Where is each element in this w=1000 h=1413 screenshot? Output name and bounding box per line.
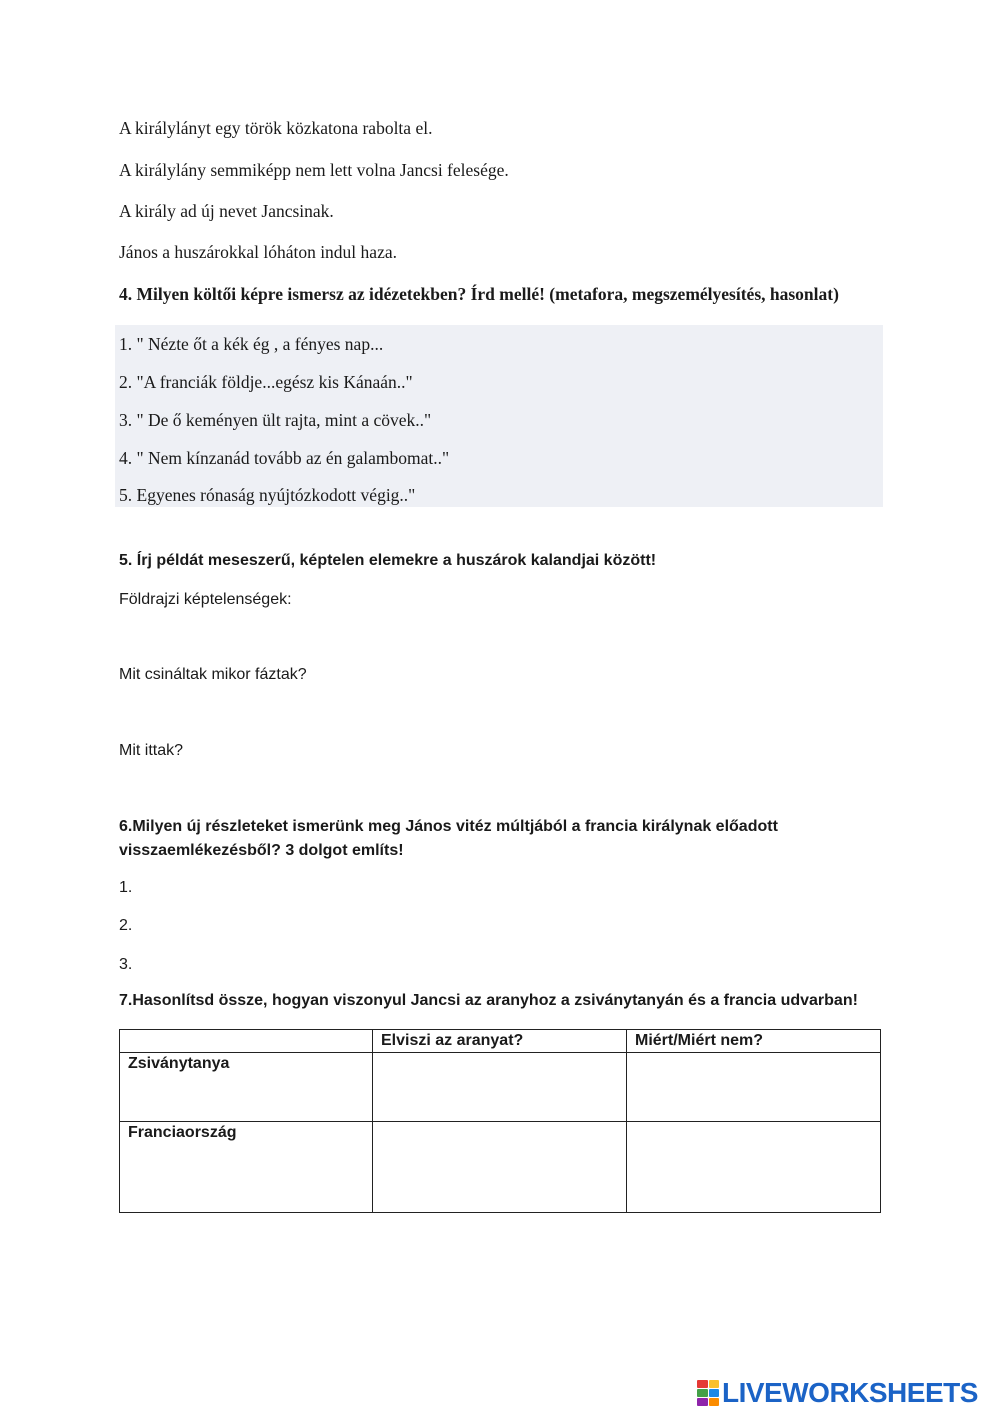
row-label-cell: Zsiványtanya bbox=[120, 1053, 373, 1122]
liveworksheets-logo-icon bbox=[697, 1380, 719, 1406]
answer-cell[interactable] bbox=[373, 1122, 627, 1213]
quote-item: 4. " Nem kínzanád tovább az én galambomat.." bbox=[119, 448, 450, 468]
logo-tile bbox=[697, 1398, 708, 1406]
statement: A királylány semmiképp nem lett volna Jancsi felesége. bbox=[119, 160, 509, 180]
quote-item: 1. " Nézte őt a kék ég , a fényes nap... bbox=[119, 334, 384, 354]
row-label-cell: Franciaország bbox=[120, 1122, 373, 1213]
question-5-title: 5. Írj példát meseszerű, képtelen elemekre a huszárok kalandjai között! bbox=[119, 552, 657, 569]
answer-number: 2. bbox=[119, 917, 133, 934]
table-header-cell: Miért/Miért nem? bbox=[627, 1030, 881, 1053]
prompt-drink: Mit ittak? bbox=[119, 742, 184, 759]
question-7-title: 7.Hasonlítsd össze, hogyan viszonyul Jancsi az aranyhoz a zsiványtanyán és a francia udvarban! bbox=[119, 992, 858, 1009]
answer-number: 3. bbox=[119, 956, 133, 973]
logo-tile bbox=[709, 1398, 720, 1406]
brand-text: LIVEWORKSHEETS bbox=[722, 1377, 978, 1408]
answer-cell[interactable] bbox=[627, 1053, 881, 1122]
quote-item: 2. "A franciák földje...egész kis Kánaán.." bbox=[119, 372, 413, 392]
logo-tile bbox=[697, 1380, 708, 1388]
answer-cell[interactable] bbox=[627, 1122, 881, 1213]
table-header-cell: Elviszi az aranyat? bbox=[373, 1030, 627, 1053]
question-4-title: 4. Milyen költői képre ismersz az idézetekben? Írd mellé! (metafora, megszemélyesítés, hasonlat) bbox=[119, 284, 839, 304]
table-header-row bbox=[120, 1030, 881, 1053]
prompt-geographic: Földrajzi képtelenségek: bbox=[119, 591, 292, 608]
liveworksheets-brand[interactable] bbox=[697, 1378, 978, 1408]
logo-tile bbox=[697, 1389, 708, 1397]
question-6-title-cont: visszaemlékezésből? 3 dolgot említs! bbox=[119, 842, 404, 859]
table-header-cell bbox=[120, 1030, 373, 1053]
table-row bbox=[120, 1053, 881, 1122]
statement: A király ad új nevet Jancsinak. bbox=[119, 201, 334, 221]
prompt-cold: Mit csináltak mikor fáztak? bbox=[119, 666, 307, 683]
logo-tile bbox=[709, 1389, 720, 1397]
logo-tile bbox=[709, 1380, 720, 1388]
table-row bbox=[120, 1122, 881, 1213]
answer-cell[interactable] bbox=[373, 1053, 627, 1122]
quote-item: 5. Egyenes rónaság nyújtózkodott végig.." bbox=[119, 485, 416, 505]
answer-number: 1. bbox=[119, 879, 133, 896]
statement: János a huszárokkal lóháton indul haza. bbox=[119, 242, 397, 262]
comparison-table bbox=[119, 1029, 881, 1213]
quote-item: 3. " De ő keményen ült rajta, mint a cövek.." bbox=[119, 410, 432, 430]
statement: A királylányt egy török közkatona rabolta el. bbox=[119, 118, 433, 138]
question-6-title: 6.Milyen új részleteket ismerünk meg János vitéz múltjából a francia királynak előadott bbox=[119, 818, 778, 835]
